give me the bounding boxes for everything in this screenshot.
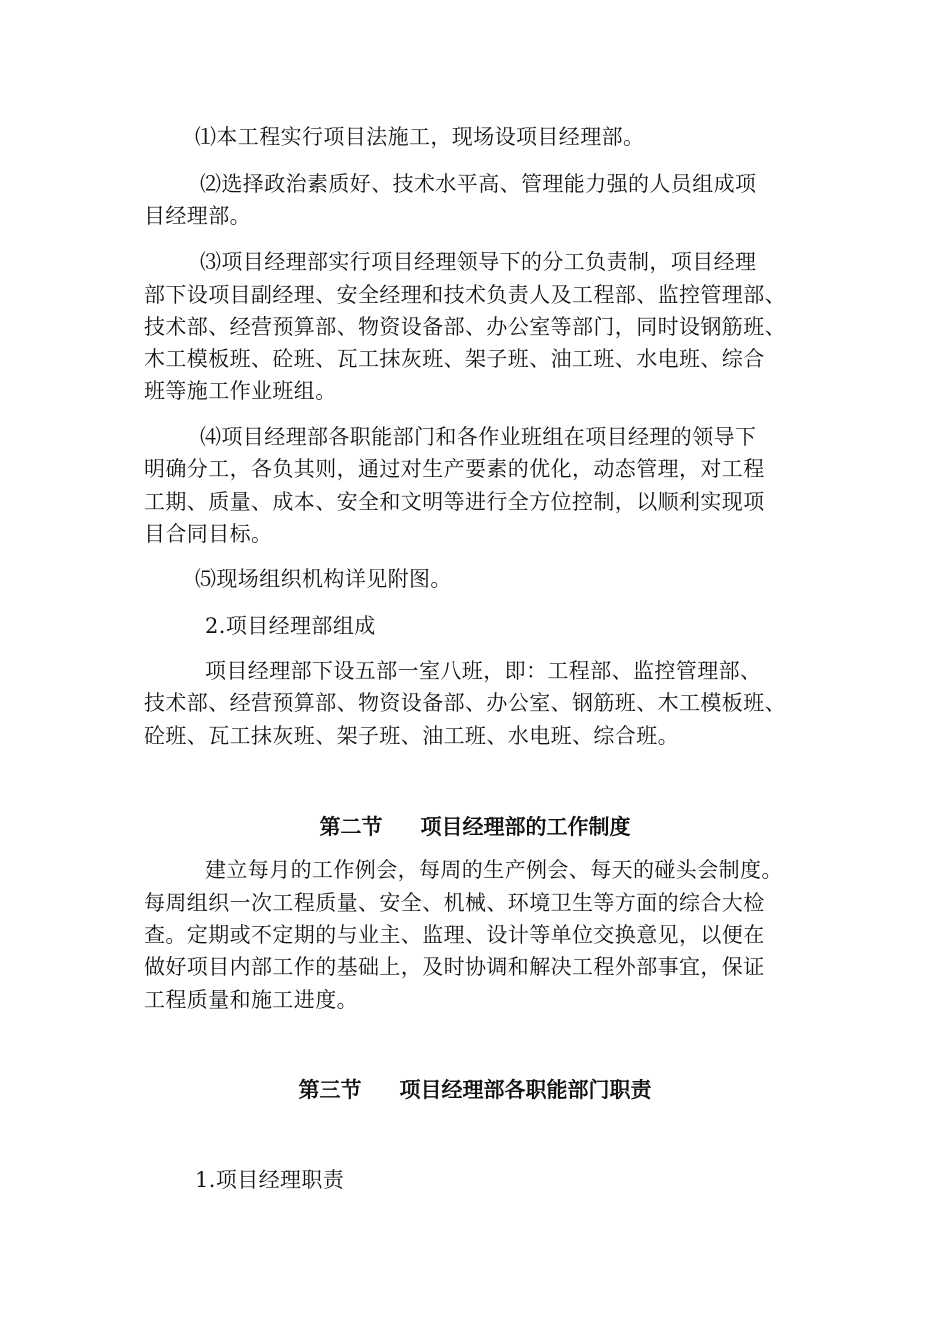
paragraph-line: ⑵选择政治素质好、技术水平高、管理能力强的人员组成项 [200, 172, 757, 196]
paragraph-line: 部下设项目副经理、安全经理和技术负责人及工程部、监控管理部、 [144, 283, 786, 307]
subsection-title: 1.项目经理职责 [195, 1168, 345, 1192]
paragraph-line: 项目经理部下设五部一室八班，即：工程部、监控管理部、 [205, 659, 762, 683]
paragraph-line: 班等施工作业班组。 [144, 379, 337, 403]
section-number: 第二节 [319, 815, 383, 839]
paragraph-line: 砼班、瓦工抹灰班、架子班、油工班、水电班、综合班。 [144, 724, 679, 748]
paragraph-line: 目经理部。 [144, 204, 251, 228]
paragraph-line: 技术部、经营预算部、物资设备部、办公室等部门，同时设钢筋班、 [144, 315, 786, 339]
paragraph-line: 技术部、经营预算部、物资设备部、办公室、钢筋班、木工模板班、 [144, 691, 786, 715]
paragraph-line: ⑶项目经理部实行项目经理领导下的分工负责制，项目经理 [200, 250, 757, 274]
paragraph-line: 目合同目标。 [144, 522, 273, 546]
paragraph-line: 每周组织一次工程质量、安全、机械、环境卫生等方面的综合大检 [144, 891, 765, 915]
paragraph-line: ⑷项目经理部各职能部门和各作业班组在项目经理的领导下 [200, 425, 757, 449]
paragraph-line: 做好项目内部工作的基础上，及时协调和解决工程外部事宜，保证 [144, 955, 765, 979]
section-title: 项目经理部各职能部门职责 [399, 1078, 652, 1102]
paragraph-line: ⑸现场组织机构详见附图。 [195, 567, 452, 591]
paragraph-line: 木工模板班、砼班、瓦工抹灰班、架子班、油工班、水电班、综合 [144, 347, 765, 371]
section-heading [0, 1073, 950, 1107]
paragraph-line: 建立每月的工作例会，每周的生产例会、每天的碰头会制度。 [205, 858, 783, 882]
paragraph-line: 工程质量和施工进度。 [144, 988, 358, 1012]
paragraph-line: 查。定期或不定期的与业主、监理、设计等单位交换意见，以便在 [144, 923, 765, 947]
section-title: 项目经理部的工作制度 [420, 815, 631, 839]
section-number: 第三节 [298, 1078, 362, 1102]
paragraph-line: 明确分工，各负其则，通过对生产要素的优化，动态管理，对工程 [144, 457, 765, 481]
paragraph-line: 工期、质量、成本、安全和文明等进行全方位控制，以顺利实现项 [144, 490, 765, 514]
paragraph-line: ⑴本工程实行项目法施工，现场设项目经理部。 [195, 125, 645, 149]
section-heading [0, 810, 950, 844]
subsection-title: 2.项目经理部组成 [205, 614, 376, 638]
